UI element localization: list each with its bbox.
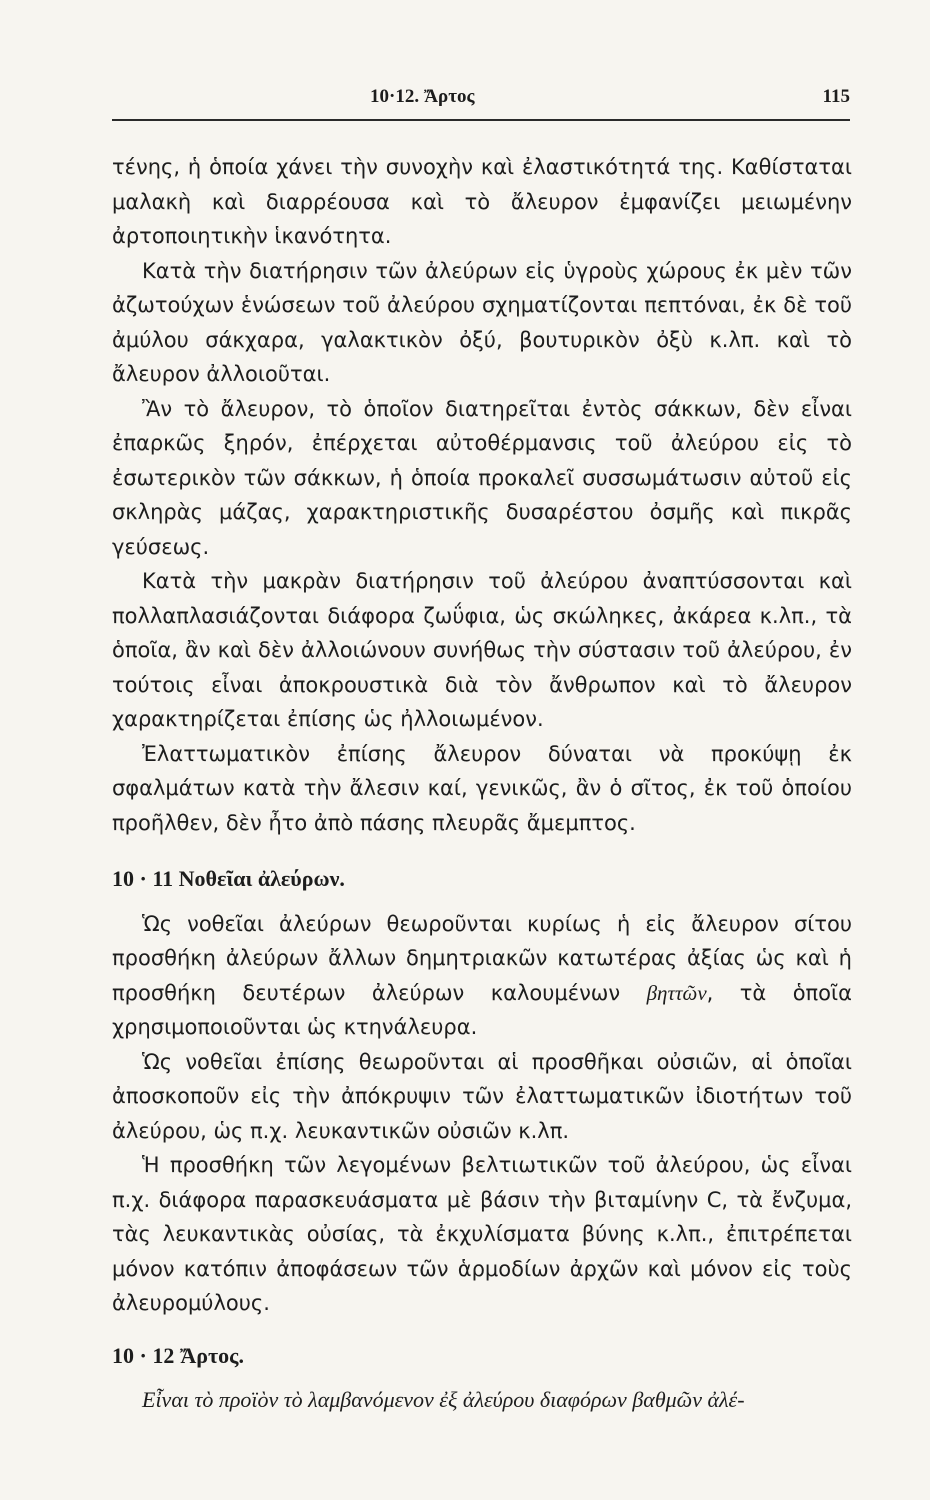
section-heading: 10 · 12 Ἄρτος. — [112, 1342, 244, 1368]
page-number: 115 — [822, 86, 850, 107]
paragraph: Ἡ προσθήκη τῶν λεγομένων βελτιωτικῶν τοῦ ἀλεύρου, ὡς εἶναι π.χ. διάφορα παρασκευάσματα μὲ βάσιν τὴν βιταμίνην C, τὰ ἔνζυμα, τὰς λευκαντικὰς οὐσίας, τὰ ἐκχυλίσματα βύνης κ.λπ., ἐπιτρέπεται μόνον κατόπιν ἀποφάσεων τῶν ἁρμοδίων ἀρχῶν καὶ μόνον εἰς τοὺς ἀλευρομύλους. — [112, 1153, 852, 1315]
paragraph: Εἶναι τὸ προϊὸν τὸ λαμβανόμενον ἐξ ἀλεύρου διαφόρων βαθμῶν ἀλέ- — [142, 1387, 745, 1412]
section-title: 10·12. Ἄρτος — [370, 86, 475, 107]
paragraph: Κατὰ τὴν διατήρησιν τῶν ἀλεύρων εἰς ὑγροὺς χώρους ἐκ μὲν τῶν ἀζωτούχων ἑνώσεων τοῦ ἀλεύρου σχηματίζονται πεπτόναι, ἐκ δὲ τοῦ ἀμύλου σάκχαρα, γαλακτικὸν ὀξύ, βουτυρικὸν ὀξὺ κ.λπ. καὶ τὸ ἄλευρον ἀλλοιοῦται. — [112, 258, 852, 386]
paragraph: Ἂν τὸ ἄλευρον, τὸ ὁποῖον διατηρεῖται ἐντὸς σάκκων, δὲν εἶναι ἐπαρκῶς ξηρόν, ἐπέρχεται αὐτοθέρμανσις τοῦ ἀλεύρου εἰς τὸ ἐσωτερικὸν τῶν σάκκων, ἡ ὁποία προκαλεῖ συσσωμάτωσιν αὐτοῦ εἰς σκληρὰς μάζας, χαρακτηριστικῆς δυσαρέστου ὀσμῆς καὶ πικρᾶς γεύσεως. — [112, 396, 852, 559]
paragraph: Ὡς νοθεῖαι ἐπίσης θεωροῦνται αἱ προσθῆκαι οὐσιῶν, αἱ ὁποῖαι ἀποσκοποῦν εἰς τὴν ἀπόκρυψιν τῶν ἐλαττωματικῶν ἰδιοτήτων τοῦ ἀλεύρου, ὡς π.χ. λευκαντικῶν οὐσιῶν κ.λπ. — [112, 1049, 852, 1143]
paragraph: Κατὰ τὴν μακρὰν διατήρησιν τοῦ ἀλεύρου ἀναπτύσσονται καὶ πολλαπλασιάζονται διάφορα ζωΰφια, ὡς σκώληκες, ἀκάρεα κ.λπ., τὰ ὁποῖα, ἂν καὶ δὲν ἀλλοιώνουν συνήθως τὴν σύστασιν τοῦ ἀλεύρου, ἐν τούτοις εἶναι ἀποκρουστικὰ διὰ τὸν ἄνθρωπον καὶ τὸ ἄλευρον χαρακτηρίζεται ἐπίσης ὡς ἠλλοιωμένον. — [112, 569, 852, 731]
header-rule — [112, 119, 850, 121]
page-body — [112, 150, 852, 1418]
text-run: Ὡς νοθεῖαι ἀλεύρων θεωροῦνται κυρίως ἡ εἰς ἄλευρον σίτου προσθήκη ἀλεύρων ἄλλων δημητριακῶν κατωτέρας ἀξίας ὡς καὶ ἡ προσθήκη δευτέρων ἀλεύρων καλουμένων — [112, 911, 852, 1005]
paragraph — [112, 907, 852, 1045]
section-heading: 10 · 11 Νοθεῖαι ἀλεύρων. — [112, 866, 345, 891]
paragraph: τένης, ἡ ὁποία χάνει τὴν συνοχὴν καὶ ἐλαστικότητά της. Καθίσταται μαλακὴ καὶ διαρρέουσα καὶ τὸ ἄλευρον ἐμφανίζει μειωμένην ἀρτοποιητικὴν ἱκανότητα. — [112, 155, 852, 248]
italic-term: βηττῶν — [646, 980, 707, 1005]
text-run: , τὰ ὁποῖα χρησιμοποιοῦνται ὡς κτηνάλευρα. — [112, 980, 852, 1039]
paragraph: Ἐλαττωματικὸν ἐπίσης ἄλευρον δύναται νὰ προκύψῃ ἐκ σφαλμάτων κατὰ τὴν ἄλεσιν καί, γενικῶς, ἂν ὁ σῖτος, ἐκ τοῦ ὁποίου προῆλθεν, δὲν ἦτο ἀπὸ πάσης πλευρᾶς ἄμεμπτος. — [112, 741, 852, 835]
